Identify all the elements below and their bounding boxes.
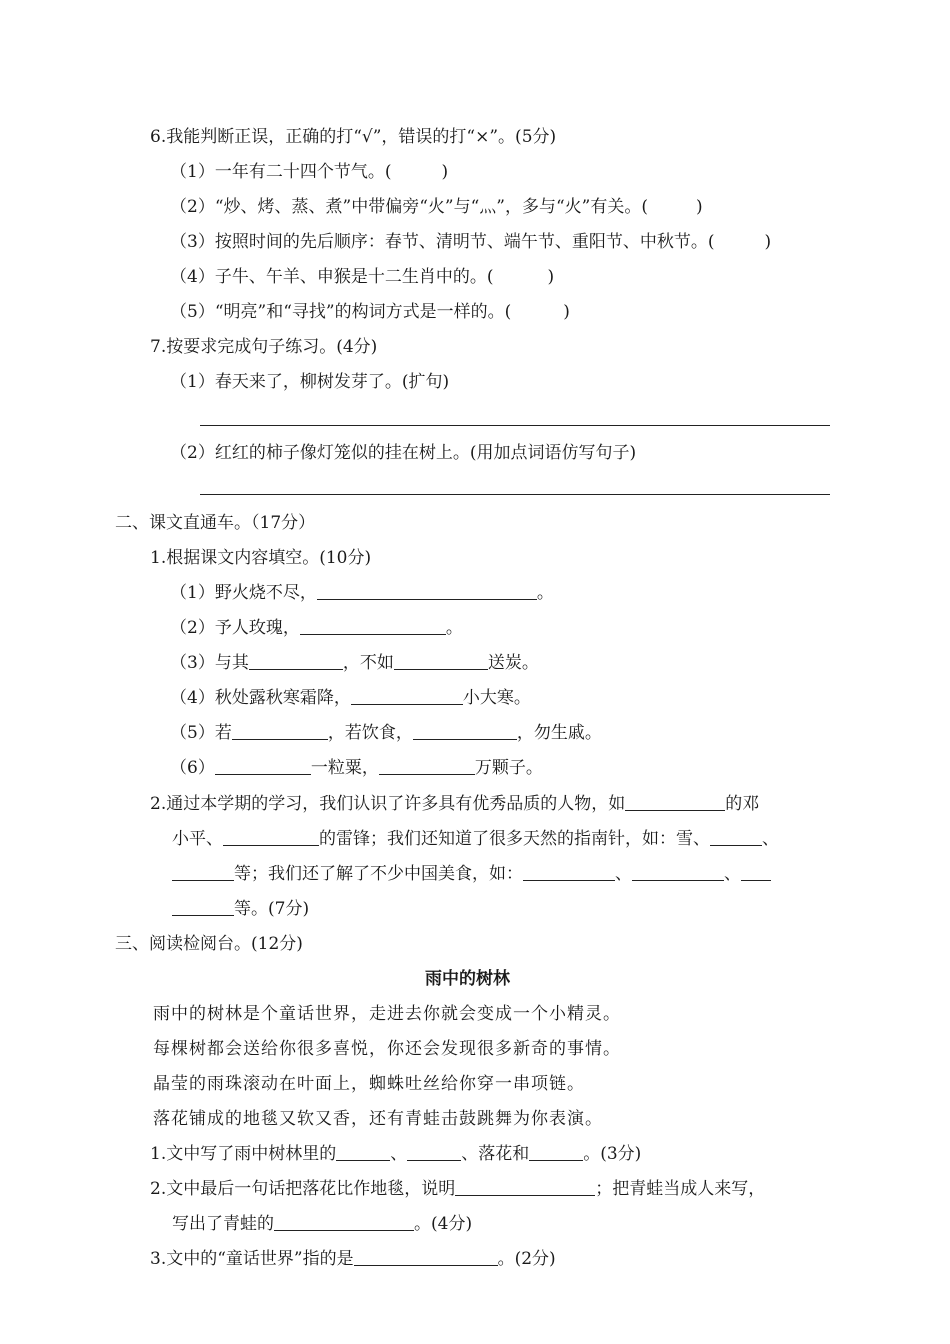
fill-blank[interactable] [232,722,328,740]
fill-blank[interactable] [172,898,234,916]
fill-text: （1）野火烧不尽， [170,583,317,603]
fill-blank[interactable] [625,793,725,811]
fill-blank[interactable] [632,863,724,881]
reading-text: 。(4分) [414,1214,473,1234]
fill-blank[interactable] [354,1248,498,1266]
q6-item-2-text: （2）“炒、烤、蒸、煮”中带偏旁“火”与“灬”，多与“火”有关。( [170,197,648,217]
q6-item-5 [170,301,570,323]
poem-line-3: 晶莹的雨珠滚动在叶面上，蜘蛛吐丝给你穿一串项链。 [153,1074,585,1094]
fill-item-4 [170,687,531,709]
fill-blank[interactable] [413,722,517,740]
fill-blank[interactable] [215,757,311,775]
close-paren: ) [563,302,570,322]
fill-blank[interactable] [172,863,234,881]
sec2-q2-line-3 [172,863,771,885]
fill-text: ，勿生戚。 [516,723,602,743]
q2-text: 等。(7分) [234,899,310,919]
q6-heading: 6.我能判断正误，正确的打“√”，错误的打“×”。(5分) [150,127,557,147]
section-3-heading: 三、阅读检阅台。(12分) [115,934,303,954]
poem-title: 雨中的树林 [425,969,510,989]
q6-item-1 [170,161,448,183]
answer-line[interactable] [200,494,830,495]
fill-blank[interactable] [379,757,475,775]
fill-blank[interactable] [336,1143,390,1161]
fill-text: 。 [536,583,554,603]
fill-blank[interactable] [223,828,319,846]
q6-item-2 [170,196,703,218]
fill-item-6 [170,757,543,779]
fill-blank[interactable] [351,687,463,705]
section-2-heading: 二、课文直通车。（17分） [115,513,316,533]
fill-item-1 [170,582,554,604]
q2-text: 、 [762,829,779,849]
q6-item-4 [170,266,554,288]
reading-text: 写出了青蛙的 [172,1214,274,1234]
fill-blank[interactable] [274,1213,414,1231]
fill-blank[interactable] [523,863,615,881]
fill-blank[interactable] [741,863,771,881]
fill-blank[interactable] [317,582,537,600]
fill-text: 万颗子。 [474,758,543,778]
poem-line-1: 雨中的树林是个童话世界，走进去你就会变成一个小精灵。 [153,1004,621,1024]
sec2-q2-line-1 [150,793,759,815]
close-paren: ) [695,197,703,217]
fill-text: ，不如 [342,653,394,673]
q2-text: 小平、 [172,829,223,849]
fill-item-2 [170,617,463,639]
q6-item-3-text: （3）按照时间的先后顺序：春节、清明节、端午节、重阳节、中秋节。( [170,232,715,252]
q2-text: 、 [615,864,632,884]
q6-item-1-text: （1）一年有二十四个节气。( [170,162,392,182]
q6-item-3 [170,231,771,253]
fill-text: 。 [445,618,463,638]
reading-text: 。(2分) [497,1249,556,1269]
fill-text: 小大寒。 [462,688,531,708]
q2-text: 等；我们还了解了不少中国美食，如： [234,864,523,884]
fill-text: ，若饮食， [327,723,413,743]
q2-text: 的雷锋；我们还知道了很多天然的指南针，如：雪、 [319,829,710,849]
reading-q2-line-2 [172,1213,472,1235]
fill-text: （3）与其 [170,653,249,673]
reading-text: 2.文中最后一句话把落花比作地毯，说明 [150,1179,456,1199]
fill-blank[interactable] [407,1143,461,1161]
fill-blank[interactable] [455,1178,595,1196]
fill-text: 送炭。 [487,653,539,673]
q7-heading: 7.按要求完成句子练习。(4分) [150,337,378,357]
fill-text: 一粒粟， [310,758,379,778]
fill-item-3 [170,652,539,674]
q6-item-4-text: （4）子牛、午羊、申猴是十二生肖中的。( [170,267,494,287]
reading-text: 、 [390,1144,408,1164]
q7-item-2: （2）红红的柿子像灯笼似的挂在树上。(用加点词语仿写句子) [170,443,637,463]
sec2-q1-heading: 1.根据课文内容填空。(10分) [150,548,372,568]
poem-line-4: 落花铺成的地毯又软又香，还有青蛙击鼓跳舞为你表演。 [153,1109,603,1129]
fill-blank[interactable] [249,652,343,670]
sec2-q2-line-4 [172,898,309,920]
close-paren: ) [441,162,449,182]
reading-text: 、落花和 [461,1144,530,1164]
answer-line[interactable] [200,425,830,426]
q6-item-5-text: （5）“明亮”和“寻找”的构词方式是一样的。( [170,302,512,322]
fill-text: （2）予人玫瑰， [170,618,300,638]
reading-text: 。(3分) [583,1144,642,1164]
reading-text: 1.文中写了雨中树林里的 [150,1144,337,1164]
reading-text: 3.文中的“童话世界”指的是 [150,1249,354,1269]
fill-blank[interactable] [529,1143,583,1161]
reading-q3 [150,1248,556,1270]
q2-text: 的邓 [725,794,760,814]
fill-item-5 [170,722,602,744]
fill-blank[interactable] [394,652,488,670]
reading-text: ；把青蛙当成人来写， [595,1179,766,1199]
fill-blank[interactable] [300,617,446,635]
fill-text: （6） [170,758,215,778]
q2-text: 2.通过本学期的学习，我们认识了许多具有优秀品质的人物，如 [150,794,626,814]
close-paren: ) [547,267,555,287]
fill-text: （5）若 [170,723,232,743]
fill-text: （4）秋处露秋寒霜降， [170,688,351,708]
sec2-q2-line-2 [172,828,779,850]
poem-line-2: 每棵树都会送给你很多喜悦，你还会发现很多新奇的事情。 [153,1039,621,1059]
reading-q1 [150,1143,641,1165]
q7-item-1: （1）春天来了，柳树发芽了。(扩句) [170,372,450,392]
reading-q2-line-1 [150,1178,765,1200]
q2-text: 、 [724,864,741,884]
close-paren: ) [764,232,772,252]
fill-blank[interactable] [710,828,762,846]
